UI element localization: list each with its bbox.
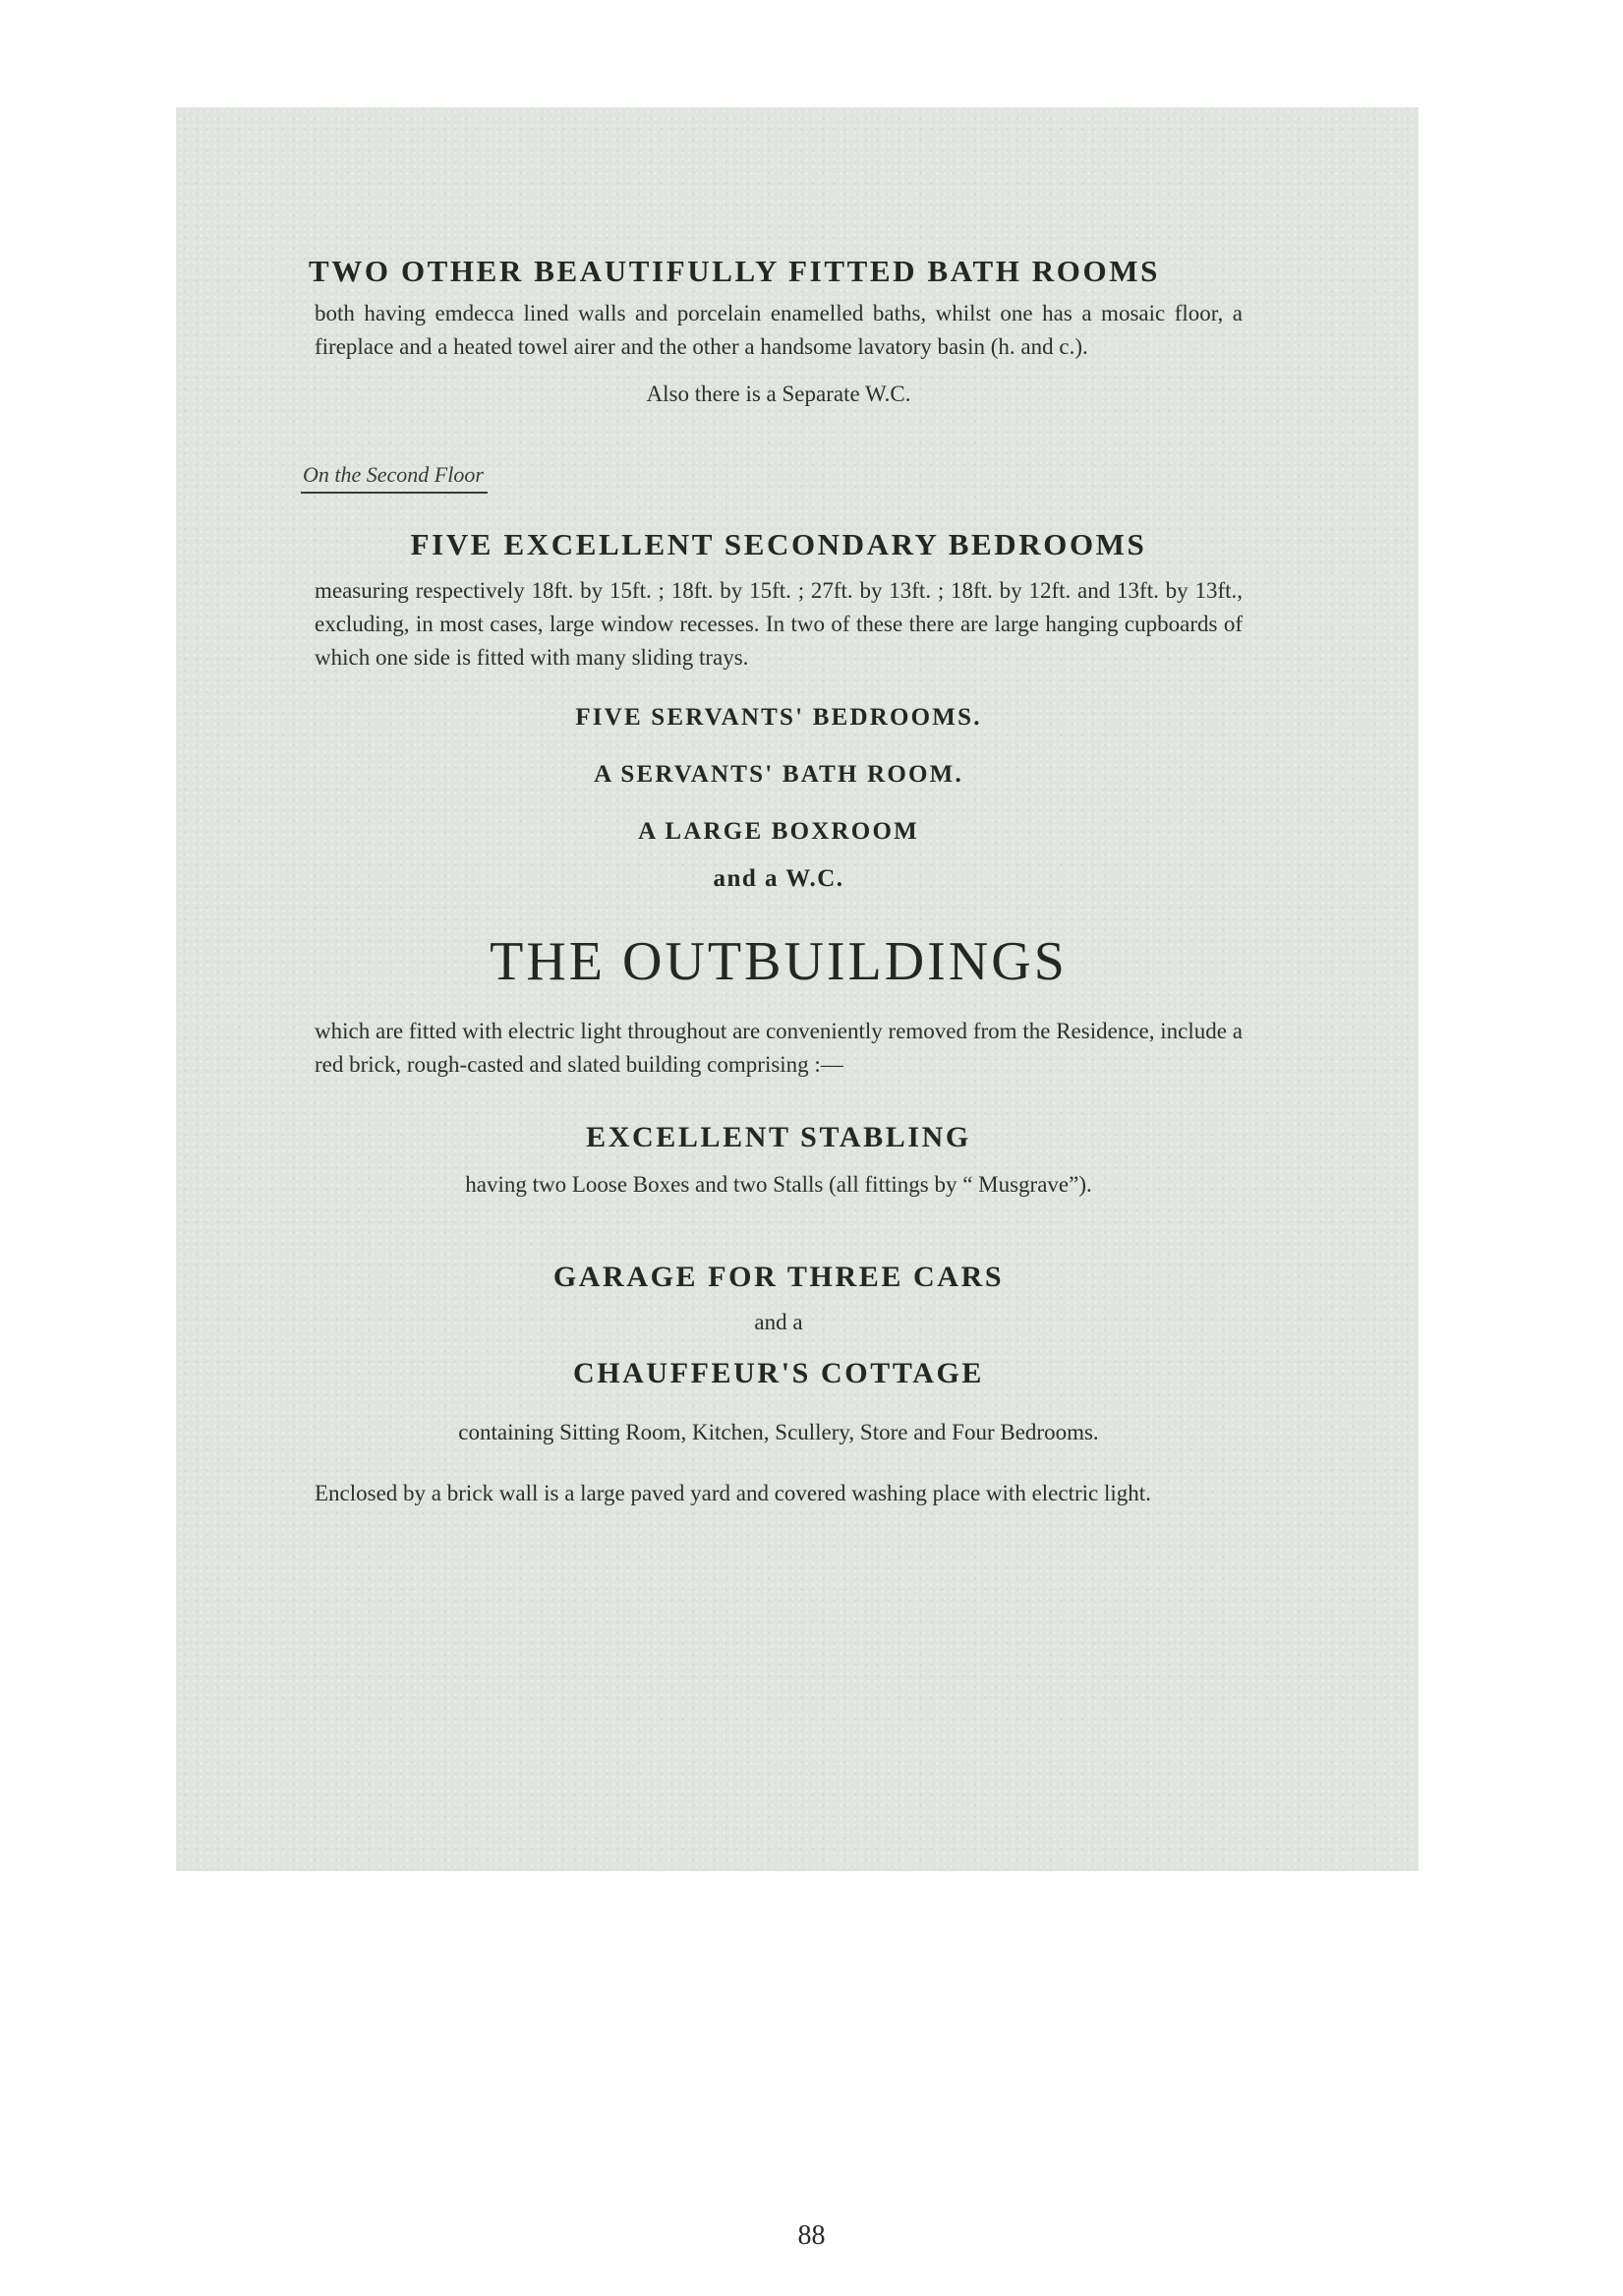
printed-page-sheet [177, 108, 1418, 1870]
outbuildings-description: which are fitted with electric light throughout are conveniently removed from the Residence, include a red brick, rough-casted and slated building comprising :— [315, 1019, 1243, 1077]
chauffeurs-cottage-heading: CHAUFFEUR'S COTTAGE [572, 1357, 985, 1389]
page-content [303, 254, 1243, 1510]
secondary-bedrooms-heading: FIVE EXCELLENT SECONDARY BEDROOMS [410, 527, 1147, 561]
second-floor-subheading: On the Second Floor [301, 462, 488, 494]
separate-wc-note: Also there is a Separate W.C. [646, 382, 911, 406]
boxroom-heading: A LARGE BOXROOM [638, 818, 919, 845]
bath-rooms-description: both having emdecca lined walls and porcelain enamelled baths, whilst one has a mosaic floor, a fireplace and a heated towel airer and the other a handsome lavatory basin (h. and c.). [315, 301, 1243, 359]
and-a-line: and a [754, 1310, 803, 1334]
cottage-description: containing Sitting Room, Kitchen, Scullery, Store and Four Bedrooms. [458, 1420, 1099, 1444]
stabling-heading: EXCELLENT STABLING [586, 1121, 971, 1153]
stabling-description: having two Loose Boxes and two Stalls (all fittings by “ Musgrave”). [465, 1172, 1092, 1197]
bath-rooms-heading: TWO OTHER BEAUTIFULLY FITTED BATH ROOMS [309, 254, 1160, 288]
secondary-bedrooms-description: measuring respectively 18ft. by 15ft. ; 18ft. by 15ft. ; 27ft. by 13ft. ; 18ft. by 12ft. and 13ft. by 13ft., excluding, in most cases, large window recesses. In two of these there are large hanging cupboards of which one side is fitted with many sliding trays. [315, 578, 1243, 670]
yard-description: Enclosed by a brick wall is a large paved yard and covered washing place with electric light. [315, 1481, 1151, 1505]
outbuildings-title: THE OUTBUILDINGS [490, 931, 1068, 992]
page-number: 88 [797, 2220, 826, 2251]
servants-bedrooms-heading: FIVE SERVANTS' BEDROOMS. [575, 704, 982, 731]
and-wc-line: and a W.C. [713, 865, 844, 892]
servants-bath-heading: A SERVANTS' BATH ROOM. [594, 761, 963, 788]
garage-heading: GARAGE FOR THREE CARS [552, 1261, 1005, 1293]
